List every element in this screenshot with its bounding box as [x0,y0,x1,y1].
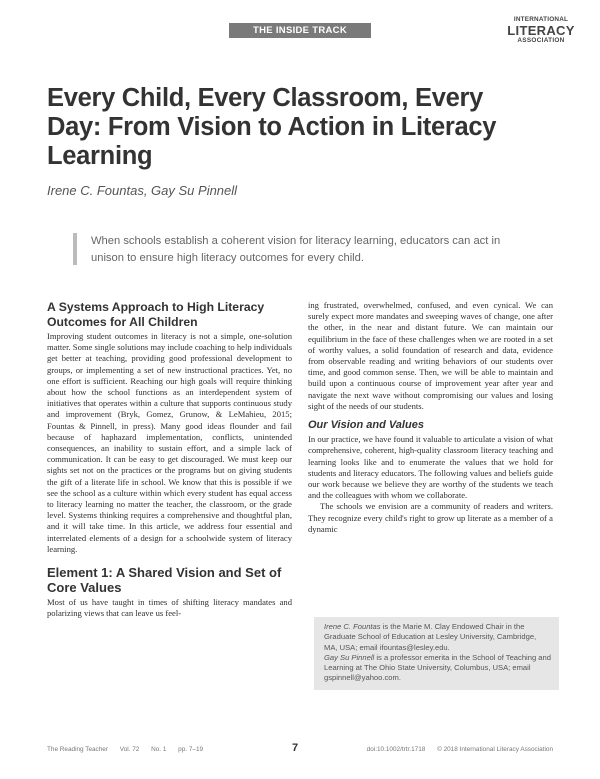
author-name: Irene C. Fountas [324,622,381,631]
section-heading-systems: A Systems Approach to High Literacy Outcomes for All Children [47,300,265,329]
body-paragraph: ing frustrated, overwhelmed, confused, and even cynical. We can surely expect more mandates and sweeping waves of change, one after the other, in the near and distant future. We can maintain our equilibrium in the face of these challenges when we are rooted in a set of worthy values, a solid foundation of research and data, evidence from observable reading and writing behaviors of our students over time, and good common sense. Then, we will be able to maintain and build upon a continuous course of improvement year after year and navigate the next wave without compromising our values and losing sight of the needs of our students. [308,300,553,411]
section-heading-element-1: Element 1: A Shared Vision and Set of Core Values [47,565,282,596]
page-number: 7 [292,742,299,754]
article-title: Every Child, Every Classroom, Every Day: From Vision to Action in Literacy Learning [47,84,497,170]
author-bio-text: is the Marie M. Clay Endowed Chair in the Graduate School of Education at Lesley University, Cambridge, MA, USA; email ifountas@lesley.edu. [324,622,537,652]
subheading-vision-values: Our Vision and Values [308,419,424,432]
logo-line-2: LITERACY [507,23,575,39]
ila-logo [506,17,576,45]
footer-doi [367,746,553,753]
body-paragraph: Improving student outcomes in literacy is not a simple, one-solution matter. Some single solutions may include coaching to help individuals get better at teaching, providing good professional development to groups, or implementing a set of new instructional practices. Yet, no one effort is sufficient. Reaching our high goals will require thinking about how the school functions as an interdependent system of initiatives that operates within a culture that supports continuous study and improvement (Bryk, Gomez, Grunow, & LeMahieu, 2015; Fountas & Pinnell, in press). Many good ideas flounder and fail because of haphazard implementation, conflicts, unintended consequences, an inability to sustain effort, and a simple lack of communication. It can be easy to get discouraged. We must keep our sights set not on the practices or the programs but on giving students the gift of a literate life in school. We know that this is possible if we see the school as a culture within which every student has equal access to literacy learning no matter the teacher, the classroom, or the grade level. Systems thinking requires a comprehensive and thoughtful plan, and it will take time. In this article, we address four essential and interrelated elements of a design for a schoolwide system of literacy learning. [47,331,292,554]
footer-doi-text: doi:10.1002/trtr.1718 [366,746,426,753]
body-paragraph: In our practice, we have found it valuable to articulate a vision of what comprehensive, coherent, high-quality classroom literacy teaching and learning looks like and to enumerate the values that we hold for students and literacy educators. The following values and beliefs guide our work because we believe they are worthy of the students we teach and the colleagues with whom we collaborate. [308,434,553,501]
logo-line-1: INTERNATIONAL [513,16,569,23]
author-bio-1 [324,622,551,653]
footer-issue: No. 1 [151,746,167,753]
article-lead: When schools establish a coherent vision for literacy learning, educators can act in unison to ensure high literacy outcomes for every child. [73,233,531,265]
section-banner: THE INSIDE TRACK [229,23,371,38]
footer-journal: The Reading Teacher [47,746,108,753]
footer-pages: pp. 7–19 [178,746,204,753]
author-name: Gay Su Pinnell [324,652,375,662]
right-column [308,300,553,535]
body-paragraph: The schools we envision are a community of readers and writers. They recognize every child's right to grow up literate as a member of a dynamic [308,501,553,534]
footer-volume: Vol. 72 [119,746,140,753]
footer-copyright: © 2018 International Literacy Association [437,746,553,753]
footer-citation [47,746,203,753]
logo-line-3: ASSOCIATION [517,37,565,45]
body-paragraph: Most of us have taught in times of shifting literacy mandates and polarizing views that can leave us feel- [47,597,292,619]
left-column [47,300,292,619]
author-bio-2 [324,653,551,684]
author-bio-text: is a professor emerita in the School of Teaching and Learning at The Ohio State University, Columbus, USA; email gspinnell@yahoo.com. [324,652,551,683]
article-authors: Irene C. Fountas, Gay Su Pinnell [47,183,238,198]
author-bio-box [314,617,559,690]
